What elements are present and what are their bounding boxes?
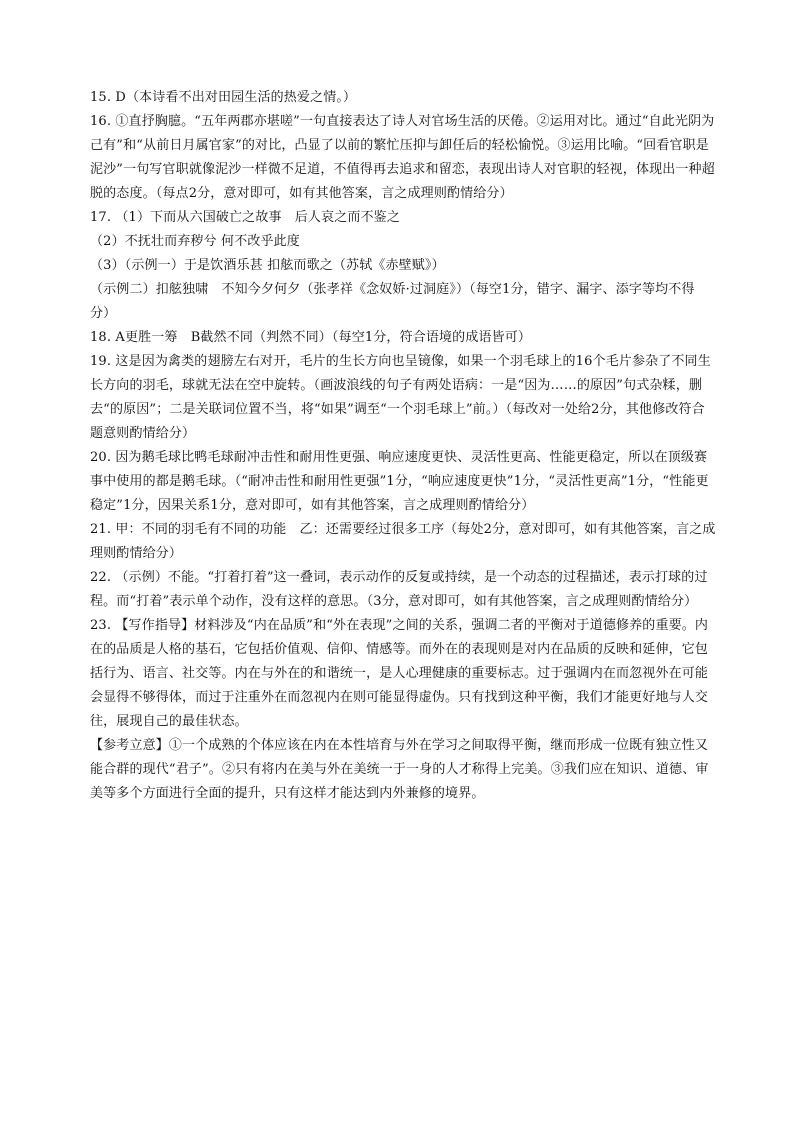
text-line: 去“的原因”；二是关联词位置不当，将“如果”调至“一个羽毛球上”前。）（每改对一处给2分，其他修改符合 — [90, 402, 705, 417]
text-line: 21. 甲：不同的羽毛有不同的功能 乙：还需要经过很多工序（每处2分，意对即可，如有其他答案，言之成 — [90, 522, 716, 537]
answer-q19 — [90, 350, 730, 446]
text-line: （2）不抚壮而弃秽兮 何不改乎此度 — [90, 234, 300, 249]
text-line: 事中使用的都是鹅毛球。（“耐冲击性和耐用性更强”1分，“响应速度更快”1分，“灵活性更高”1分，“性能更 — [90, 474, 709, 489]
text-line: 脱的态度。（每点2分，意对即可，如有其他答案，言之成理则酌情给分） — [90, 186, 513, 201]
text-line: 23. 【写作指导】材料涉及“内在品质”和“外在表现”之间的关系，强调二者的平衡对于道德修养的重要。内 — [90, 618, 709, 633]
answer-q21 — [90, 518, 730, 566]
text-line: 泥沙”一句写官职就像泥沙一样微不足道，不值得再去追求和留恋，表现出诗人对官职的轻视，体现出一种超 — [90, 162, 715, 177]
text-line: 往，展现自己的最佳状态。 — [90, 714, 248, 729]
text-line: 17. （1）下而从六国破亡之故事 后人哀之而不鉴之 — [90, 210, 400, 225]
text-line: 稳定”1分，因果关系1分，意对即可，如有其他答案，言之成理则酌情给分） — [90, 498, 535, 513]
answer-q23 — [90, 614, 730, 806]
text-line: 22. （示例）不能。“打着打着”这一叠词，表示动作的反复或持续，是一个动态的过程描述，表示打球的过 — [90, 570, 708, 585]
text-line: 会显得不够得体，而过于注重外在而忽视内在则可能显得虚伪。只有找到这种平衡，我们才能更好地与人交 — [90, 690, 709, 705]
text-line: 己有”和“从前日月属官家”的对比，凸显了以前的繁忙压抑与卸任后的轻松愉悦。③运用比喻。“回看官职是 — [90, 138, 709, 153]
answer-q22 — [90, 566, 730, 614]
answer-q20 — [90, 446, 730, 518]
text-line: 15. D（本诗看不出对田园生活的热爱之情。） — [90, 90, 357, 105]
text-line: 长方向的羽毛，球就无法在空中旋转。（画波浪线的句子有两处语病：一是“因为……的原因”句式杂糅，删 — [90, 378, 702, 393]
answer-q18 — [90, 326, 730, 350]
text-line: 括行为、语言、社交等。内在与外在的和谐统一，是人心理健康的重要标志。过于强调内在而忽视外在可能 — [90, 666, 709, 681]
text-line: （示例二）扣舷独啸 不知今夕何夕（张孝祥《念奴娇·过洞庭》）（每空1分，错字、漏字、添字等均不得 — [90, 282, 695, 297]
text-line: 在的品质是人格的基石，它包括价值观、信仰、情感等。而外在的表现则是对内在品质的反映和延伸，它包 — [90, 642, 709, 657]
text-line: 19. 这是因为禽类的翅膀左右对开，毛片的生长方向也呈镜像，如果一个羽毛球上的16个毛片参杂了不同生 — [90, 354, 711, 369]
text-line: 18. A更胜一筹 B截然不同（判然不同）（每空1分，符合语境的成语皆可） — [90, 330, 532, 345]
text-line: 理则酌情给分） — [90, 546, 183, 561]
answer-q15 — [90, 86, 730, 110]
answer-q16 — [90, 110, 730, 206]
text-line: （3）（示例一）于是饮酒乐甚 扣舷而歌之（苏轼《赤壁赋》） — [90, 258, 445, 273]
text-line: 题意则酌情给分） — [90, 426, 196, 441]
text-line: 20. 因为鹅毛球比鸭毛球耐冲击性和耐用性更强、响应速度更快、灵活性更高、性能更稳定，所以在顶级赛 — [90, 450, 708, 465]
text-line: 16. ①直抒胸臆。“五年两郡亦堪嗟”一句直接表达了诗人对官场生活的厌倦。②运用对比。通过“自此光阴为 — [90, 114, 715, 129]
answer-key-page — [90, 86, 730, 806]
text-line: 美等多个方面进行全面的提升，只有这样才能达到内外兼修的境界。 — [90, 786, 485, 801]
answer-q17 — [90, 206, 730, 326]
text-line: 分） — [90, 306, 117, 321]
text-line: 程。而“打着”表示单个动作，没有这样的意思。（3分，意对即可，如有其他答案，言之成理则酌情给分） — [90, 594, 698, 609]
text-line: 能合群的现代“君子”。②只有将内在美与外在美统一于一身的人才称得上完美。③我们应在知识、道德、审 — [90, 762, 709, 777]
text-line: 【参考立意】①一个成熟的个体应该在内在本性培育与外在学习之间取得平衡，继而形成一位既有独立性又 — [90, 738, 709, 753]
